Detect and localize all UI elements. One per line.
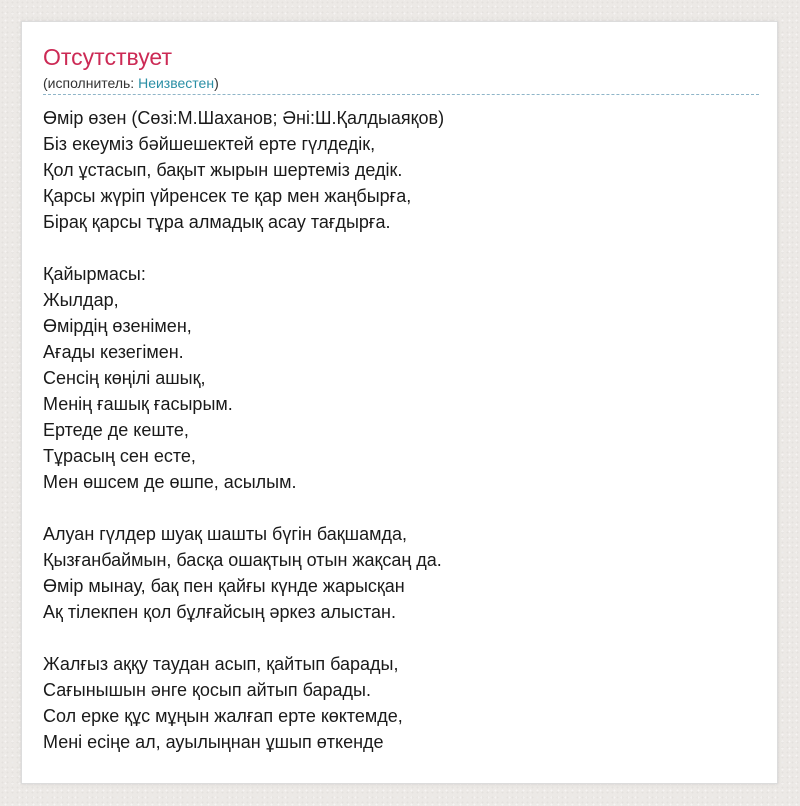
song-title: Отсутствует (43, 44, 172, 70)
lyric-line: Өмір өзен (Сөзі:М.Шаханов; Әні:Ш.Қалдыаяқов) (43, 108, 445, 128)
lyric-line: Қызғанбаймын, басқа ошақтың отын жақсаң да. (43, 550, 442, 570)
lyric-line: Өмірдің өзенімен, (43, 316, 192, 336)
lyric-line: Өмір мынау, бақ пен қайғы күнде жарысқан (43, 576, 405, 596)
lyric-line: Сенсің көңілі ашық, (43, 368, 206, 388)
lyric-line: Біз екеуміз бәйшешектей ерте гүлдедік, (43, 134, 376, 154)
lyric-line: Қайырмасы: (43, 264, 146, 284)
lyric-line: Бірақ қарсы тұра алмадық асау тағдырға. (43, 212, 391, 232)
title-divider (43, 94, 759, 95)
lyric-line: Мен өшсем де өшпе, асылым. (43, 472, 297, 492)
lyric-line: Алуан гүлдер шуақ шашты бүгін бақшамда, (43, 524, 407, 544)
lyric-line: Тұрасың сен есте, (43, 446, 196, 466)
lyric-line: Қол ұстасып, бақыт жырын шертеміз дедік. (43, 160, 403, 180)
lyric-line: Менің ғашық ғасырым. (43, 394, 233, 414)
lyric-line: Сол ерке құс мұңын жалғап ерте көктемде, (43, 706, 403, 726)
performer-link[interactable]: Неизвестен (138, 75, 215, 91)
performer-prefix: (исполнитель: (43, 75, 139, 91)
lyric-line: Мені есіңе ал, ауылыңнан ұшып өткенде (43, 732, 384, 752)
stanza-gap (43, 495, 759, 521)
stanza-gap (43, 625, 759, 651)
lyrics-card (21, 21, 778, 784)
stanza-gap (43, 235, 759, 261)
performer-line (43, 74, 219, 92)
lyric-line: Ақ тілекпен қол бұлғайсың әркез алыстан. (43, 602, 396, 622)
lyric-line: Қарсы жүріп үйренсек те қар мен жаңбырға, (43, 186, 412, 206)
lyric-line: Жалғыз аққу таудан асып, қайтып барады, (43, 654, 399, 674)
lyric-line: Жылдар, (43, 290, 119, 310)
lyric-line: Сағынышын әнге қосып айтып барады. (43, 680, 371, 700)
performer-suffix: ) (214, 75, 219, 91)
lyrics-text (43, 105, 759, 755)
lyric-line: Ертеде де кеште, (43, 420, 189, 440)
lyric-line: Ағады кезегімен. (43, 342, 184, 362)
